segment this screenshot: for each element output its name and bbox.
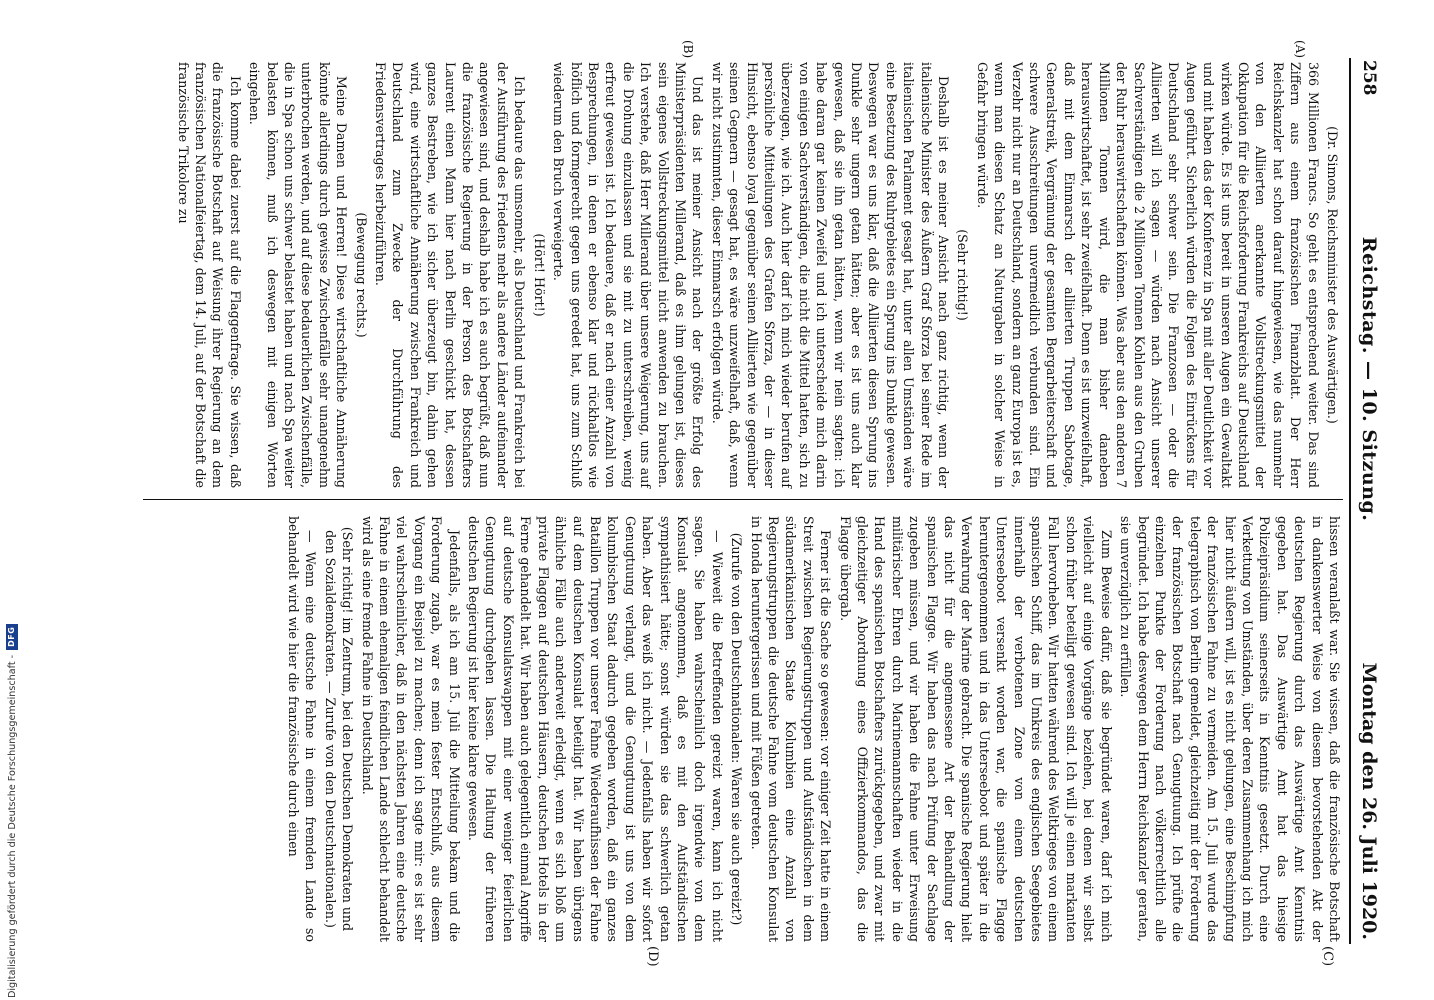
left-column xyxy=(172,62,1343,488)
dfg-logo: DFG xyxy=(6,624,18,650)
margin-marker-a: (A) xyxy=(1293,40,1307,59)
paragraph: — Wieweit die Betreffenden gereizt waren, kann ich nicht sagen. Sie haben wahrscheinlich doch irgendwie von dem Konsulat angenommen, daß es mit den Aufständischen sympathisiert hätte; sonst würden sie das schwerlich getan haben. Aber das weiß ich nicht. — Jedenfalls haben wir sofort Genugtuung verlangt, und die Genugtuung ist uns von dem kolumbischen Staat dadurch gegeben worden, daß ein ganzes Bataillon Truppen vor unserer Fahne Wiederaufhissen der Fahne auf dem deutschen Konsulat beteiligt hat. Wir haben übrigens ähnliche Fälle auch anderweit erledigt, wenn es sich bloß um private Flaggen auf deutschen Häusern, deutschen Hotels in der Ferne gehandelt hat. Wir haben auch gelegentlich einmal Angriffe auf deutsche Konsulatswappen mit einer weniger feierlichen Genugtuung durchgehen lassen. Die Haltung der früheren deutschen Regierung ist hier keine klare gewesen. xyxy=(466,516,725,942)
paragraph: Zum Beweise dafür, daß sie begründet waren, darf ich mich vielleicht auf einige Vorgänge beziehen, bei denen wir selbst schon früher beteiligt gewesen sind. Ich will je einen markanten Fall hervorheben. Wir hatten während des Weltkrieges von einem spanischen Schiff, das im Umkreis des englischen Seegebietes innerhalb der verbotenen Zone von einem deutschen Unterseeboot versenkt worden war, die spanische Flagge heruntergenommen und in das Unterseeboot und später in die Verwahrung der Marine gebracht. Die spanische Regierung hielt das nicht für die angemessene Art der Behandlung der spanischen Flagge. Wir haben das nach Prüfung der Sachlage zugeben müssen, und wir haben die Fahne unter Erweisung militärischer Ehren durch Marinemannschaften wieder in die Hand des spanischen Botschafters zurückgegeben, und zwar mit gleichzeitiger Abordnung eines Offizierkommandos, das die Flagge übergab. xyxy=(837,516,1114,942)
paragraph: 366 Millionen Francs. So geht es entsprechend weiter. Das sind Ziffern aus einem französischen Finanzblatt. Der Herr Reichskanzler hat schon darauf hingewiesen, wie das nunmehr von den Alliierten anerkannte Vollstreckungsmittel der Okkupation für die Reichsforderung Frankreichs auf Deutschland wirken würde. Es ist uns bereit in unseren Augen ein Gewaltakt und mit haben das der Konferenz in Spa mit aller Deutlichkeit vor Augen geführt. Sicherlich würden die Folgen des Einrückens für Deutschland sehr schwer sein. Die Franzosen — oder die Alliierten will ich sagen — würden nach Ansicht unserer Sachverständigen die 2 Millionen Tonnen Kohlen aus den Gruben der Ruhr herauswirtschaften können. Was aber aus den anderen 7 Millionen Tonnen wird, die man bisher daneben herauswirtschaftet, ist sehr zweifelhaft. Denn es ist unzweifelhaft, daß mit dem Einmarsch der alliierten Truppen Sabotage, Generalstreik, Vergrämung der gesamten Bergarbeiterschaft und schwere Ausschreitungen unvermeidlich verbunden sind. Ein Verzehr nicht nur an Deutschland, sondern an ganz Europa ist es, wenn man diesen Schatz an Naturgaben in solcher Weise in Gefahr bringen würde. xyxy=(974,62,1321,488)
header-rule xyxy=(1349,58,1351,944)
interjection: (Bewegung rechts.) xyxy=(353,212,369,338)
margin-marker-d: (D) xyxy=(645,946,660,967)
paragraph: Meine Damen und Herren! Diese wirtschaftliche Annäherung könnte allerdings durch gewisse Zwischenfälle sehr unangenehm unterbrochen werden, und auf diese bedauerlichen Zwischenfälle, die in Spa schon uns schwer belastet haben und nach Spa weiter belasten können, muß ich deswegen mit einigen Worten eingehen. xyxy=(247,62,350,488)
interjection: (Sehr richtig!) xyxy=(955,229,971,321)
paragraph: Ich komme dabei zuerst auf die Flaggenfrage. Sie wissen, daß die französische Botschaft auf Weisung ihrer Regierung an dem französischen Nationalfeiertag, dem 14. Juli, auf der Botschaft die französische Trikolore zu xyxy=(175,62,243,488)
paragraph: hissen veranlaßt war. Sie wissen, daß die französische Botschaft in dankenswerter Weise von diesem bevorstehenden Akt der deutschen Regierung durch das Auswärtige Amt Kenntnis gegeben hat. Das Auswärtige Amt hat das hiesige Polizeipräsidium seinerseits in Kenntnis gesetzt. Durch eine Verkettung von Umständen, über deren Zusammenhang ich mich hier nicht äußern will, ist es nicht gelungen, eine Beschimpfung der französischen Fahne zu vermeiden. Am 15. Juli wurde das telegraphisch von Berlin gemeldet, gleichzeitig mit der Forderung der französischen Botschaft nach Genugtuung. Ich prüfte die einzelnen Punkte der Forderung nach völkerrechtlich alle begründet. Ich habe deswegen dem Herrn Reichskanzler geraten, sie unverzüglich zu erfüllen. xyxy=(1118,516,1342,942)
credit-text: Digitalisierung gefördert durch die Deutsche Forschungsgemeinschaft - xyxy=(6,654,18,998)
paragraph: — Wenn eine deutsche Fahne in einem fremden Lande so behandelt wird wie hier die französische durch einen xyxy=(286,516,319,942)
interjection: (Zurufe von den Deutschnationalen: Waren sie auch gereizt?) xyxy=(729,532,745,926)
paragraph: Ferner ist die Sache so gewesen: vor einiger Zeit hatte in einem Streit zwischen Regierungstruppen und Aufständischen in dem südamerikanischen Staate Kolumbien eine Anzahl von Regierungstruppen die deutsche Fahne vom deutschen Konsulat in Honda heruntergerissen und mit Füßen getreten. xyxy=(748,516,834,942)
interjection: (Sehr richtig! im Zentrum, bei den Deutschen Demokraten und den Sozialdemokraten. — Zurufe von den Deutschnationalen.) xyxy=(322,526,356,932)
column-divider xyxy=(143,499,1343,500)
header-title: Reichstag. — 10. Sitzung. xyxy=(1358,236,1380,522)
page-header xyxy=(1351,60,1387,940)
paragraph: Und das ist meiner Ansicht nach der größte Erfolg des Ministerpräsidenten Millerand, daß es ihm gelungen ist, dieses sein eigenes Vollstreckungsmittel nicht anwenden zu brauchen. Ich verstehe, daß Herr Millerand über unsere Weigerung, uns auf die Drohung einzulassen und sie mit zu unterschreiben, wenig erfreut gewesen ist. Ich bedauere, daß er nach einer Anzahl von Besprechungen, in denen er ebenso klar und rückhaltlos wie höflich und formgerecht gegen uns geredet hat, uns zum Schluß wiederum den Bruch verweigerte. xyxy=(551,62,706,488)
right-column xyxy=(283,516,1343,942)
header-date: Montag den 26. Juli 1920. xyxy=(1358,662,1380,940)
margin-marker-c: (C) xyxy=(1320,946,1335,967)
paragraph: Ich bedaure das umsomehr, als Deutschland und Frankreich bei der Ausführung des Friedens mehr als andere Länder aufeinander angewiesen sind, und deshalb habe ich es auch begrüßt, daß nun die französische Regierung in der Person des Botschafters Laurent einen Mann hier nach Berlin geschickt hat, dessen ganzes Bestreben, wie ich sicher überzeugt bin, dahin gehen wird, eine wirtschaftliche Annäherung zwischen Frankreich und Deutschland zum Zwecke der Durchführung des Friedensvertrages herbeizuführen. xyxy=(373,62,528,488)
rotated-page xyxy=(55,0,1395,1000)
speaker-line: (Dr. Simons, Reichsminister des Auswärtigen.) xyxy=(1325,126,1340,424)
margin-marker-b: (B) xyxy=(681,40,695,59)
paragraph: Jedenfalls, als ich am 15. Juli die Mitteilung bekam und die Forderung zugab, war es mein fester Entschluß, aus diesem Vorgang ein Beispiel zu machen; denn ich sagte mir: es ist sehr viel wahrscheinlicher, daß in den nächsten Jahren eine deutsche Fahne in einem ehemaligen feindlichen Lande schlecht behandelt wird als eine fremde Fahne in Deutschland. xyxy=(359,516,462,942)
page-number: 258 xyxy=(1359,60,1379,96)
digitization-credit xyxy=(6,568,18,998)
interjection: (Hört! Hört!) xyxy=(531,233,547,317)
paragraph: Deshalb ist es meiner Ansicht nach ganz richtig, wenn der italienische Minister des Äußern Graf Sforza bei seiner Rede im italienischen Parlament gesagt hat, unter allen Umständen wäre eine Besetzung des Ruhrgebietes ein Sprung ins Dunkle gewesen. Deswegen war es uns klar, daß die Alliierten diesen Sprung ins Dunkle sehr ungern getan hätten; aber es ist uns auch klar gewesen, daß sie ihn getan hätten, wenn wir nein sagten: ich habe daran gar keinen Zweifel und ich unterscheide mich darin von einigen Sachverständigen, die nicht die Mittel hatten, sich zu überzeugen, wie ich. Auch hier darf ich mich wieder berufen auf persönliche Mitteilungen des Grafen Sforza, der — in dieser Hinsicht, ebenso loyal gegenüber seinen Alliierten wie gegenüber seinen Gegnern — gesagt hat, es wäre unzweifelhaft, daß, wenn wir nicht zustimmten, dieser Einmarsch erfolgen würde. xyxy=(709,62,952,488)
